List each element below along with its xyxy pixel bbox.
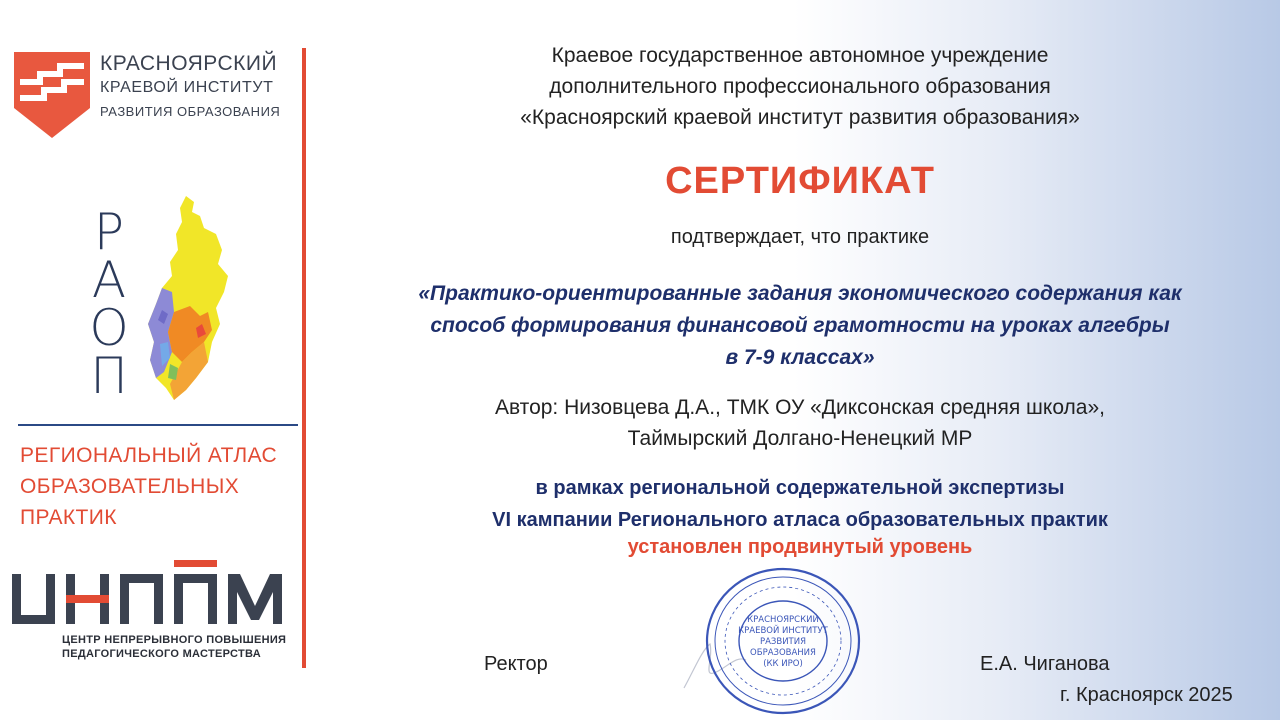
certificate-title: СЕРТИФИКАТ [665,160,935,202]
official-stamp-icon [704,566,862,716]
confirms-text: подтверждает, что практике [670,226,930,248]
level-result: установлен продвинутый уровень [627,536,973,558]
kkiro-logo-icon [14,52,90,138]
raop-letter: П [90,347,128,405]
expertise-line1: в рамках региональной содержательной экспертизы [535,477,1065,499]
atlas-line: ПРАКТИК [20,506,117,529]
vertical-divider [302,48,306,668]
horizontal-divider [18,424,298,426]
rector-name: Е.А. Чиганова [980,653,1110,675]
city-year: г. Красноярск 2025 [1060,684,1233,706]
atlas-title [20,440,277,533]
stamp-center-line2: КРАЕВОЙ ИНСТИТУТ [738,626,828,636]
cnppm-logo-icon [10,560,300,632]
cnppm-subtitle-line1: ЦЕНТР НЕПРЕРЫВНОГО ПОВЫШЕНИЯ [62,634,287,646]
rector-label: Ректор [484,653,548,675]
atlas-line: РЕГИОНАЛЬНЫЙ АТЛАС [20,444,278,467]
expertise-line2: VI кампании Регионального атласа образовательных практик [492,509,1108,531]
header-line2: дополнительного профессионального образования [549,75,1051,98]
practice-line3: в 7-9 классах» [725,346,875,369]
author-line1: Автор: Низовцева Д.А., ТМК ОУ «Диксонская средняя школа», [494,396,1105,419]
stamp-center-line1: КРАСНОЯРСКИЙ [747,615,819,625]
header-line1: Краевое государственное автономное учреждение [551,44,1049,67]
stamp-center-line3: РАЗВИТИЯ [759,637,807,647]
stamp-center-line5: (КК ИРО) [763,659,803,669]
raop-letter: А [91,251,127,309]
region-map-icon [142,192,234,402]
cnppm-subtitle-line2: ПЕДАГОГИЧЕСКОГО МАСТЕРСТВА [62,648,261,660]
header-line3: «Красноярский краевой институт развития образования» [520,106,1080,129]
kkiro-logo-line1: КРАСНОЯРСКИЙ [100,52,278,75]
raop-letter: О [89,299,129,357]
practice-title [340,278,1260,374]
author-info [340,392,1260,454]
expertise-info [340,472,1260,536]
practice-line1: «Практико-ориентированные задания экономического содержания как [418,282,1182,305]
author-line2: Таймырский Долгано-Ненецкий МР [627,427,973,450]
kkiro-logo-line3: РАЗВИТИЯ ОБРАЗОВАНИЯ [100,104,281,119]
kkiro-logo-line2: КРАЕВОЙ ИНСТИТУТ [100,79,274,96]
raop-letter: Р [93,203,125,261]
stamp-center-line4: ОБРАЗОВАНИЯ [750,648,816,658]
organization-header [340,40,1260,133]
practice-line2: способ формирования финансовой грамотности на уроках алгебры [430,314,1170,337]
atlas-line: ОБРАЗОВАТЕЛЬНЫХ [20,475,240,498]
raop-letters [84,203,134,405]
